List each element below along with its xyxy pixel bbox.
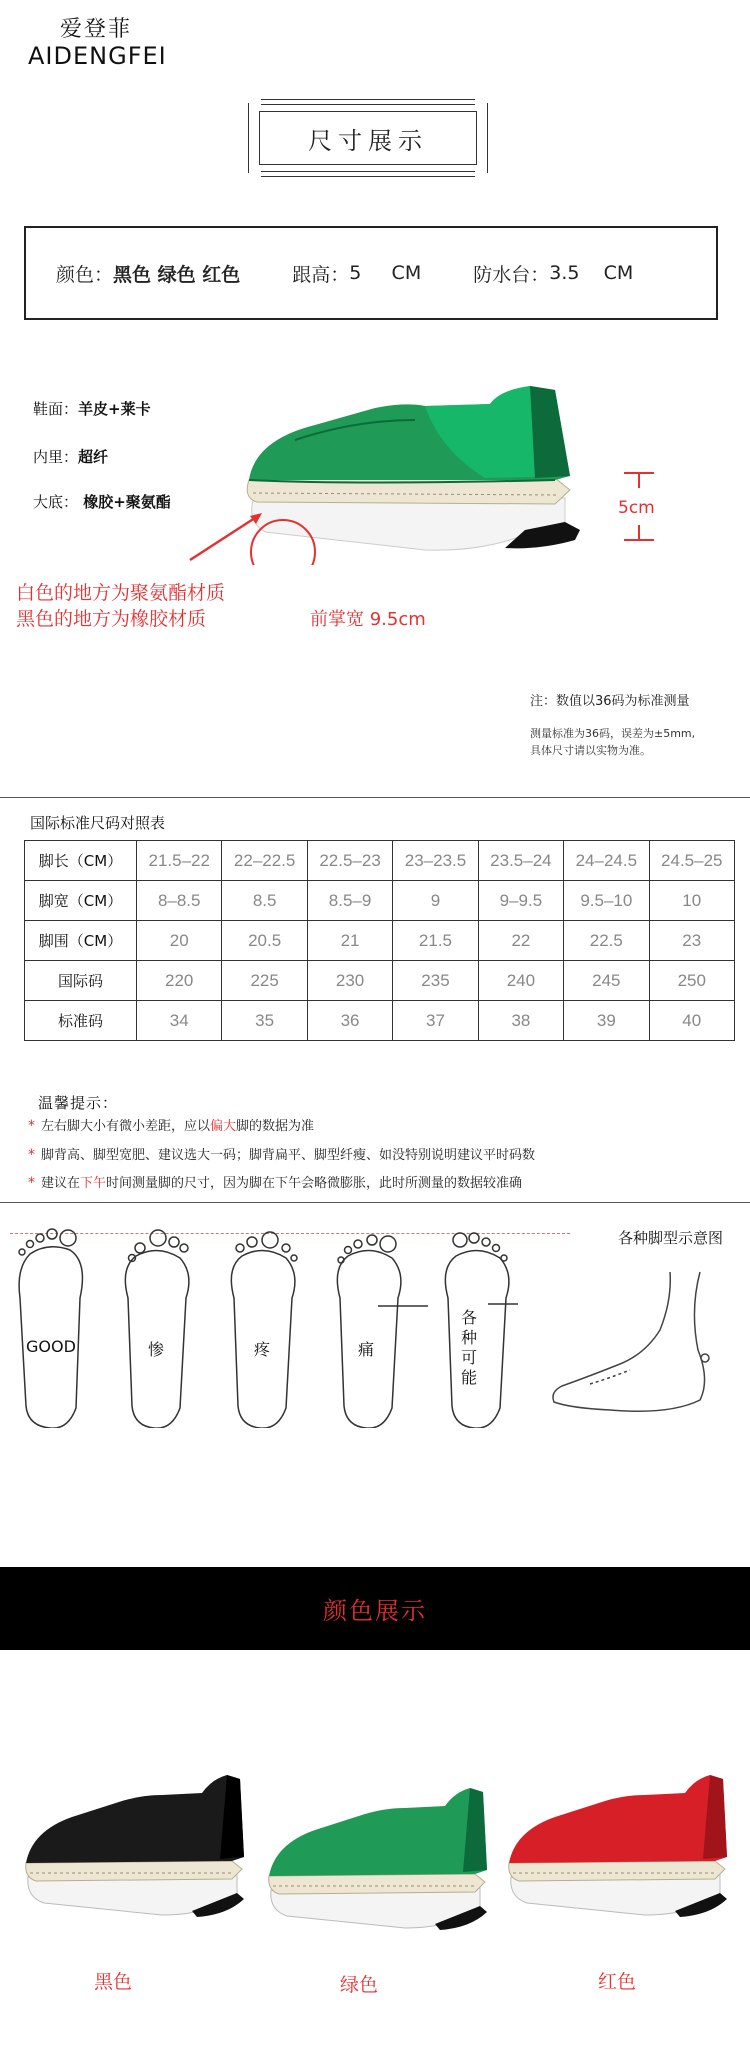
platform-label: 防水台： [473, 263, 550, 286]
tip-item: * 脚背高、脚型宽肥、建议选大一码；脚背扁平、脚型纤瘦、如没特别说明建议平时码数 [28, 1147, 536, 1163]
foot-label-various: 各种可能 [461, 1308, 478, 1387]
arrow-icon [180, 508, 270, 568]
section-title: 尺寸展示 [259, 111, 477, 165]
section-title-frame [248, 103, 488, 173]
platform-value: 3.5 CM [549, 262, 634, 284]
table-row: 脚围（CM） 20 20.5 21 21.5 22 22.5 23 [25, 921, 735, 961]
shoe-red-image [505, 1765, 730, 1920]
material-upper: 鞋面：羊皮+莱卡 [33, 400, 151, 418]
color-label-black: 黑色 [94, 1971, 133, 1993]
note-black-material: 黑色的地方为橡胶材质 [16, 608, 207, 630]
foot-label-sore: 疼 [254, 1340, 271, 1359]
shoe-green-image [265, 1778, 490, 1933]
star-icon: * [28, 1147, 35, 1163]
star-icon: * [28, 1118, 35, 1134]
table-row: 国际码 220 225 230 235 240 245 250 [25, 961, 735, 1001]
star-icon: * [28, 1175, 35, 1191]
brand-name-en: AIDENGFEI [28, 42, 167, 70]
foot-side-illustration [550, 1270, 725, 1420]
size-table [24, 840, 735, 1041]
divider [0, 797, 750, 798]
shoe-black-image [22, 1765, 247, 1920]
foot-label-pain: 痛 [358, 1340, 375, 1359]
material-lining: 内里：超纤 [33, 448, 109, 466]
material-sole: 大底： 橡胶+聚氨酯 [33, 493, 171, 511]
tip-item: * 建议在下午时间测量脚的尺寸，因为脚在下午会略微膨胀，此时所测量的数据较准确 [28, 1175, 523, 1191]
heel-label: 跟高： [292, 263, 350, 286]
table-row: 脚宽（CM） 8–8.5 8.5 8.5–9 9 9–9.5 9.5–10 10 [25, 881, 735, 921]
note-white-material: 白色的地方为聚氨酯材质 [16, 582, 226, 604]
upper [26, 1775, 244, 1863]
brand-name-cn: 爱登菲 [60, 17, 133, 42]
color-label-green: 绿色 [340, 1974, 379, 1996]
forefoot-width-label: 前掌宽 9.5cm [310, 609, 426, 630]
shoe-main-image [235, 380, 600, 565]
foot-label-bad: 惨 [148, 1340, 165, 1359]
foot-label-good: GOOD [26, 1337, 76, 1356]
divider [0, 1202, 750, 1203]
heel-value: 5 CM [349, 262, 422, 284]
color-label-red: 红色 [598, 1971, 637, 1993]
table-row: 标准码 34 35 36 37 38 39 40 [25, 1001, 735, 1041]
color-label: 颜色： [56, 263, 114, 286]
foot-types-illustration [8, 1218, 528, 1428]
height-mark-label: 5cm [618, 498, 655, 518]
color-values: 黑色 绿色 红色 [113, 263, 241, 286]
color-section-title: 颜色展示 [323, 1597, 427, 1625]
measure-note-detail: 测量标准为36码，误差为±5mm, 具体尺寸请以实物为准。 [530, 727, 696, 757]
table-row: 脚长（CM） 21.5–22 22–22.5 22.5–23 23–23.5 23.5–24 24–24.5 24.5–25 [25, 841, 735, 881]
spec-box [24, 226, 718, 320]
size-table-title: 国际标准尺码对照表 [30, 814, 166, 832]
tips-title: 温馨提示： [38, 1094, 119, 1112]
tip-item: * 左右脚大小有微小差距，应以偏大脚的数据为准 [28, 1118, 315, 1134]
color-section-banner [0, 1567, 750, 1650]
measure-note-title: 注：数值以36码为标准测量 [530, 694, 690, 709]
foot-types-title: 各种脚型示意图 [618, 1229, 724, 1247]
